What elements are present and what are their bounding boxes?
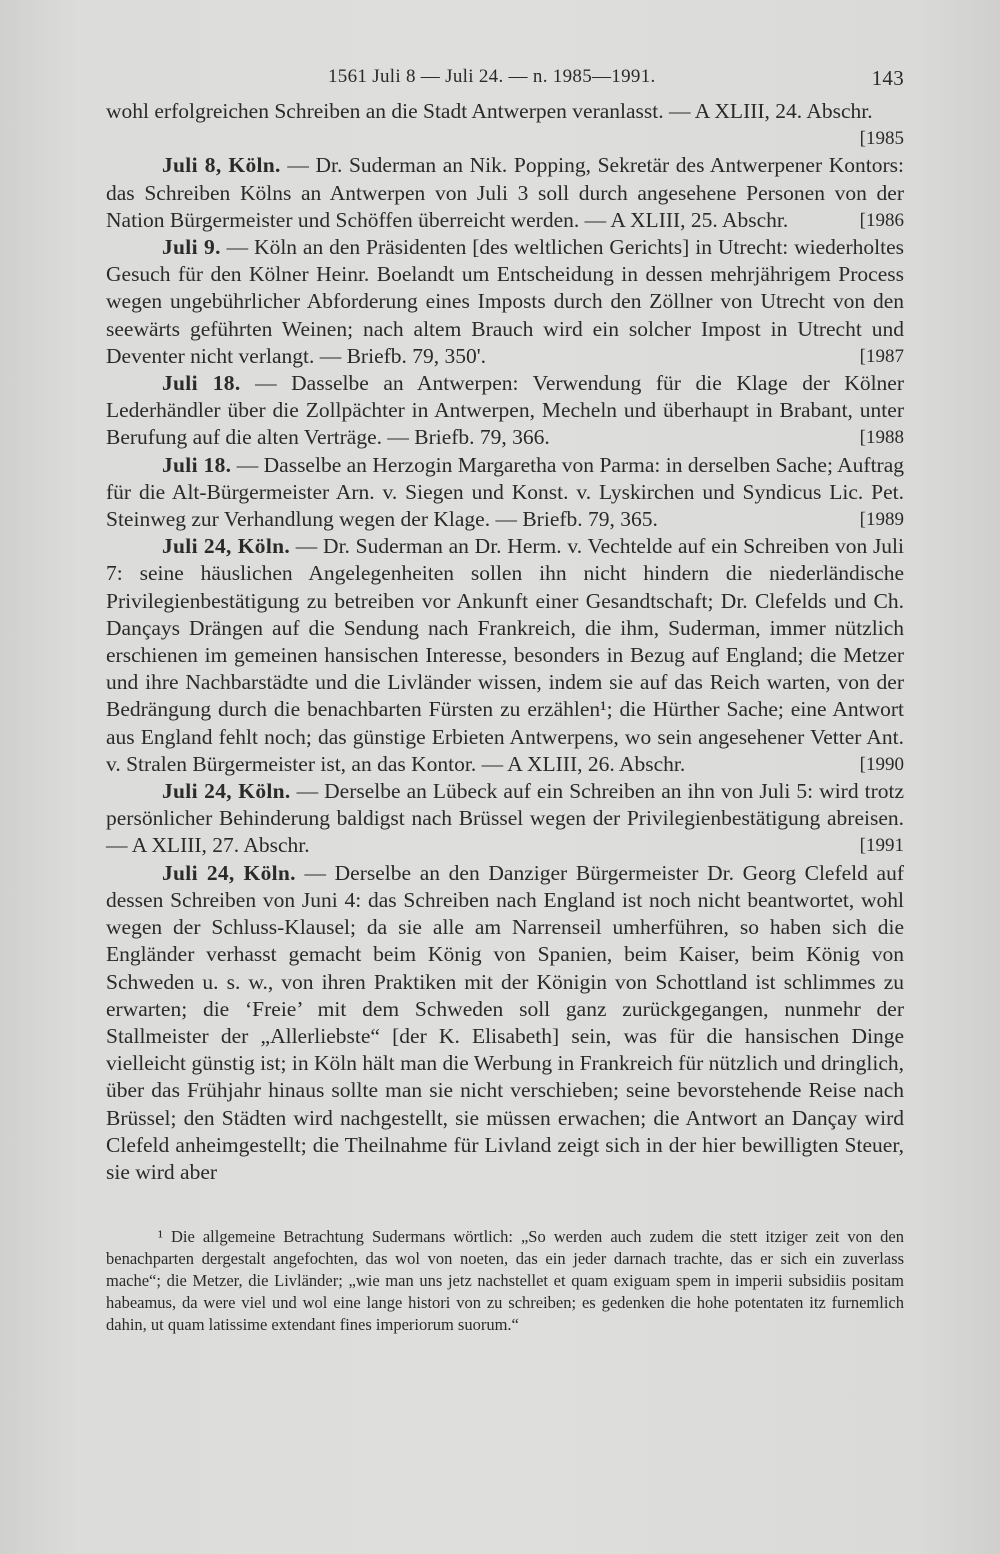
entry-number: [1986 <box>859 209 904 231</box>
entry-date: Juli 24, Köln. <box>162 779 291 804</box>
entry-1990 <box>106 533 904 778</box>
entry-text: — Dr. Suderman an Dr. Herm. v. Vechtelde auf ein Schreiben von Juli 7: seine häuslichen Angelegenheiten sollen ihn nicht hindern die niederländische Privilegienbestätigung zu betreiben vor Ankunft einer Gesandtschaft; Dr. Clefelds und Ch. Dançays Drängen auf die Sendung nach Frankreich, die ihm, Suderman, immer nützlich erschienen im gemeinen hansischen Interesse, besonders in Bezug auf England; die Metzer und ihre Nachbarstädte und die Livländer wissen, indem sie auf das Reich warten, von der Bedrängung durch die benachbarten Fürsten zu erzählen¹; die Hürther Sache; eine Antwort aus England fehlt noch; das günstige Erbieten Antwerpens, wo sein angesehener Vetter Ant. v. Stralen Bürgermeister ist, an das Kontor. — A XLIII, 26. Abschr. <box>106 534 905 776</box>
footnote-1: ¹ Die allgemeine Betrachtung Sudermans wörtlich: „So werden auch zudem die stett itziger zeit von den benachparten dergestalt angefochten, das wol von noeten, das ein jeder darnach trachte, das er sich ein zuverlass mache“; die Metzer, die Livländer; „wie man uns jetz nachstellet et quam exiguam spem in imperii subsidiis positam habeamus, da were viel und wol eine lange histori von zu schreiben; es gedenken die hohe potentaten itz furnemlich dahin, ut quam latissime extendant fines imperiorum suorum.“ <box>106 1227 904 1335</box>
entry-text: wohl erfolgreichen Schreiben an die Stadt Antwerpen veranlasst. — A XLIII, 24. Abschr. <box>106 99 873 123</box>
entry-date: Juli 9. <box>162 235 221 260</box>
page-number: 143 <box>871 66 904 90</box>
footnotes <box>106 1226 904 1336</box>
entry-1988 <box>106 370 904 452</box>
entry-1986 <box>106 152 904 234</box>
entry-1992 <box>106 860 904 1186</box>
main-text <box>106 98 904 1186</box>
entry-number: [1988 <box>859 427 904 449</box>
entry-text: — Dasselbe an Antwerpen: Verwendung für die Klage der Kölner Lederhändler über die Zollpächter in Antwerpen, Mecheln und überhaupt in Brabant, unter Berufung auf die alten Verträge. — Briefb. 79, 366. <box>106 371 904 450</box>
page-header <box>106 62 904 98</box>
entry-number: [1991 <box>859 835 904 857</box>
entry-number: [1990 <box>859 753 904 775</box>
entry-1985 <box>106 98 904 152</box>
running-title: 1561 Juli 8 — Juli 24. — n. 1985—1991. <box>328 66 656 87</box>
entry-1989 <box>106 452 904 534</box>
entry-text: — Köln an den Präsidenten [des weltlichen Gerichts] in Utrecht: wiederholtes Gesuch für den Kölner Heinr. Boelandt um Entscheidung in dessen mehrjährigem Process wegen ungebührlicher Abforderung eines Imposts durch den Zöllner von Utrecht von den seewärts geführten Weinen; nach altem Brauch wird ein solcher Impost in Utrecht und Deventer nicht verlangt. — Briefb. 79, 350'. <box>106 235 904 368</box>
entry-date: Juli 24, Köln. <box>162 860 296 885</box>
entry-text: — Derselbe an den Danziger Bürgermeister Dr. Georg Clefeld auf dessen Schreiben von Juni 4: das Schreiben nach England ist noch nicht beantwortet, wohl wegen der Schluss-Klausel; da sie alle am Narrenseil umherführen, so haben sich die Engländer verhasst gemacht beim König von Spanien, beim Kaiser, beim König von Schweden u. s. w., von ihren Praktiken mit der Königin von Schottland ist schlimmes zu erwarten; die ‘Freie’ mit dem Schweden soll ganz zurückgegangen, nunmehr der Stallmeister der „Allerliebste“ [der K. Elisabeth] sein, was für die hansischen Dinge vielleicht günstig ist; in Köln hält man die Werbung in Frankreich für nützlich und dringlich, über das Frühjahr hinaus sollte man sie nicht verschieben; seine bevorstehende Reise nach Brüssel; den Städten wird nachgestellt, sie müssen erwachen; die Antwort an Dançay wird Clefeld anheimgestellt; die Theilnahme für Livland zeigt sich in der hier bewilligten Steuer, sie wird aber <box>106 860 905 1184</box>
entry-date: Juli 18. <box>162 371 241 396</box>
entry-1991 <box>106 778 904 860</box>
entry-date: Juli 18. <box>162 452 232 477</box>
entry-number: [1989 <box>859 509 904 531</box>
entry-1987 <box>106 234 904 370</box>
entry-date: Juli 8, Köln. <box>162 153 281 178</box>
entry-text: — Derselbe an Lübeck auf ein Schreiben an ihn von Juli 5: wird trotz persönlicher Behinderung baldigst nach Brüssel wegen der Privilegienbestätigung abreisen. — A XLIII, 27. Abschr. <box>106 779 905 858</box>
entry-number: [1985 <box>859 128 904 150</box>
entry-text: — Dr. Suderman an Nik. Popping, Sekretär des Antwerpener Kontors: das Schreiben Kölns an Antwerpen von Juli 3 soll durch angesehene Personen von der Nation Bürgermeister und Schöffen überreicht werden. — A XLIII, 25. Abschr. <box>106 153 904 232</box>
entry-text: — Dasselbe an Herzogin Margaretha von Parma: in derselben Sache; Auftrag für die Alt-Bürgermeister Arn. v. Siegen und Konst. v. Lyskirchen und Syndicus Lic. Pet. Steinweg zur Verhandlung wegen der Klage. — Briefb. 79, 365. <box>106 452 905 532</box>
entry-number: [1987 <box>859 345 904 367</box>
entry-date: Juli 24, Köln. <box>162 534 291 559</box>
